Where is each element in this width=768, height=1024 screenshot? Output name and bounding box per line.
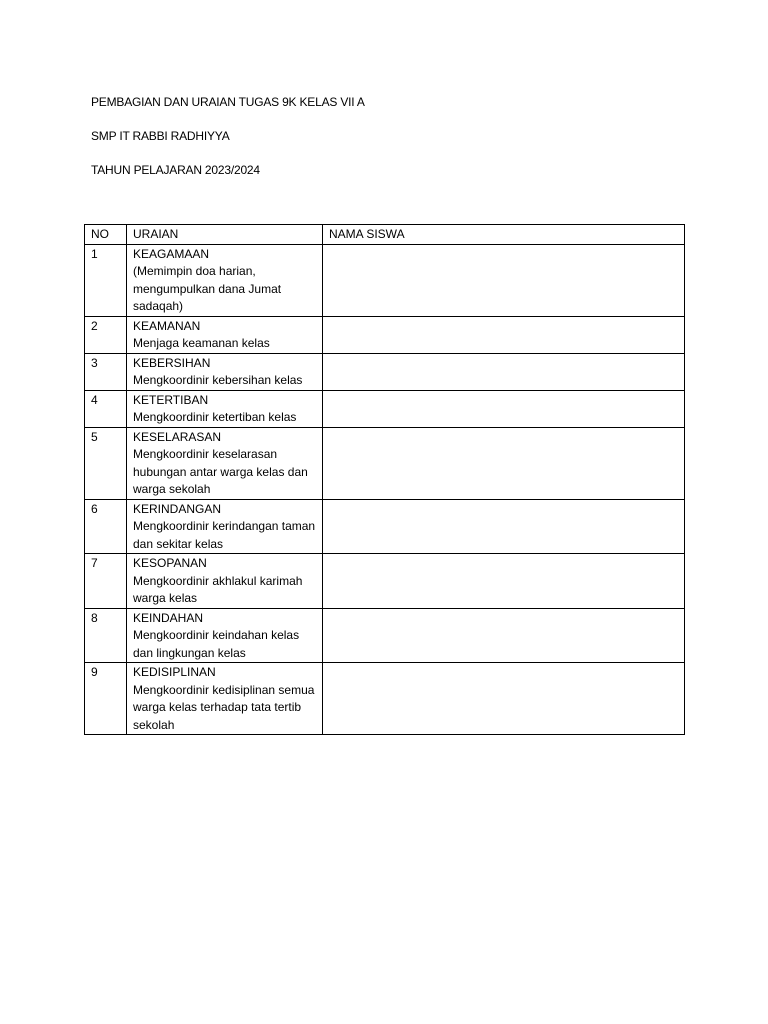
duty-title: KESELARASAN bbox=[133, 429, 222, 444]
row-uraian bbox=[127, 316, 323, 353]
row-number: 3 bbox=[85, 353, 127, 390]
duty-description: Mengkoordinir ketertiban kelas bbox=[133, 410, 297, 424]
duty-title: KEAMANAN bbox=[133, 318, 201, 333]
academic-year: TAHUN PELAJARAN 2023/2024 bbox=[91, 163, 260, 177]
row-number: 6 bbox=[85, 499, 127, 554]
table-header-row bbox=[85, 225, 685, 245]
table-row bbox=[85, 499, 685, 554]
table-row bbox=[85, 353, 685, 390]
student-name-cell[interactable] bbox=[323, 316, 685, 353]
student-name-cell[interactable] bbox=[323, 554, 685, 609]
duty-description: Mengkoordinir kerindangan taman dan sekitar kelas bbox=[133, 519, 316, 551]
duty-table bbox=[84, 224, 685, 735]
duty-title: KETERTIBAN bbox=[133, 392, 209, 407]
row-uraian bbox=[127, 427, 323, 499]
student-name-cell[interactable] bbox=[323, 663, 685, 735]
duty-description: Menjaga keamanan kelas bbox=[133, 336, 270, 350]
duty-title: KEBERSIHAN bbox=[133, 355, 211, 370]
row-uraian bbox=[127, 390, 323, 427]
duty-description: Mengkoordinir keselarasan hubungan antar warga kelas dan warga sekolah bbox=[133, 447, 308, 496]
student-name-cell[interactable] bbox=[323, 390, 685, 427]
table-row bbox=[85, 316, 685, 353]
column-header-nama-siswa: NAMA SISWA bbox=[323, 225, 685, 245]
duty-title: KESOPANAN bbox=[133, 556, 207, 570]
row-number: 7 bbox=[85, 554, 127, 609]
duty-title: KEINDAHAN bbox=[133, 610, 204, 625]
row-uraian bbox=[127, 663, 323, 735]
row-uraian bbox=[127, 554, 323, 609]
duty-title: KERINDANGAN bbox=[133, 501, 222, 516]
student-name-cell[interactable] bbox=[323, 353, 685, 390]
row-number: 1 bbox=[85, 244, 127, 316]
table-row bbox=[85, 608, 685, 663]
row-number: 4 bbox=[85, 390, 127, 427]
duty-title: KEDISIPLINAN bbox=[133, 665, 216, 679]
duty-description: (Memimpin doa harian, mengumpulkan dana Jumat sadaqah) bbox=[133, 264, 282, 313]
duty-description: Mengkoordinir akhlakul karimah warga kelas bbox=[133, 573, 303, 605]
duty-description: Mengkoordinir kedisiplinan semua warga kelas terhadap tata tertib sekolah bbox=[133, 682, 315, 732]
student-name-cell[interactable] bbox=[323, 427, 685, 499]
table-row bbox=[85, 244, 685, 316]
row-uraian bbox=[127, 244, 323, 316]
row-uraian bbox=[127, 353, 323, 390]
duty-title: KEAGAMAAN bbox=[133, 246, 210, 261]
row-uraian bbox=[127, 608, 323, 663]
student-name-cell[interactable] bbox=[323, 244, 685, 316]
table-row bbox=[85, 554, 685, 609]
duty-description: Mengkoordinir kebersihan kelas bbox=[133, 373, 303, 387]
school-name: SMP IT RABBI RADHIYYA bbox=[91, 129, 230, 143]
student-name-cell[interactable] bbox=[323, 499, 685, 554]
table-row bbox=[85, 390, 685, 427]
column-header-no: NO bbox=[85, 225, 127, 245]
student-name-cell[interactable] bbox=[323, 608, 685, 663]
table-row bbox=[85, 663, 685, 735]
row-uraian bbox=[127, 499, 323, 554]
row-number: 9 bbox=[85, 663, 127, 735]
table-row bbox=[85, 427, 685, 499]
duty-description: Mengkoordinir keindahan kelas dan lingkungan kelas bbox=[133, 628, 300, 660]
document-title: PEMBAGIAN DAN URAIAN TUGAS 9K KELAS VII A bbox=[91, 95, 365, 109]
row-number: 8 bbox=[85, 608, 127, 663]
row-number: 5 bbox=[85, 427, 127, 499]
column-header-uraian: URAIAN bbox=[127, 225, 323, 245]
row-number: 2 bbox=[85, 316, 127, 353]
